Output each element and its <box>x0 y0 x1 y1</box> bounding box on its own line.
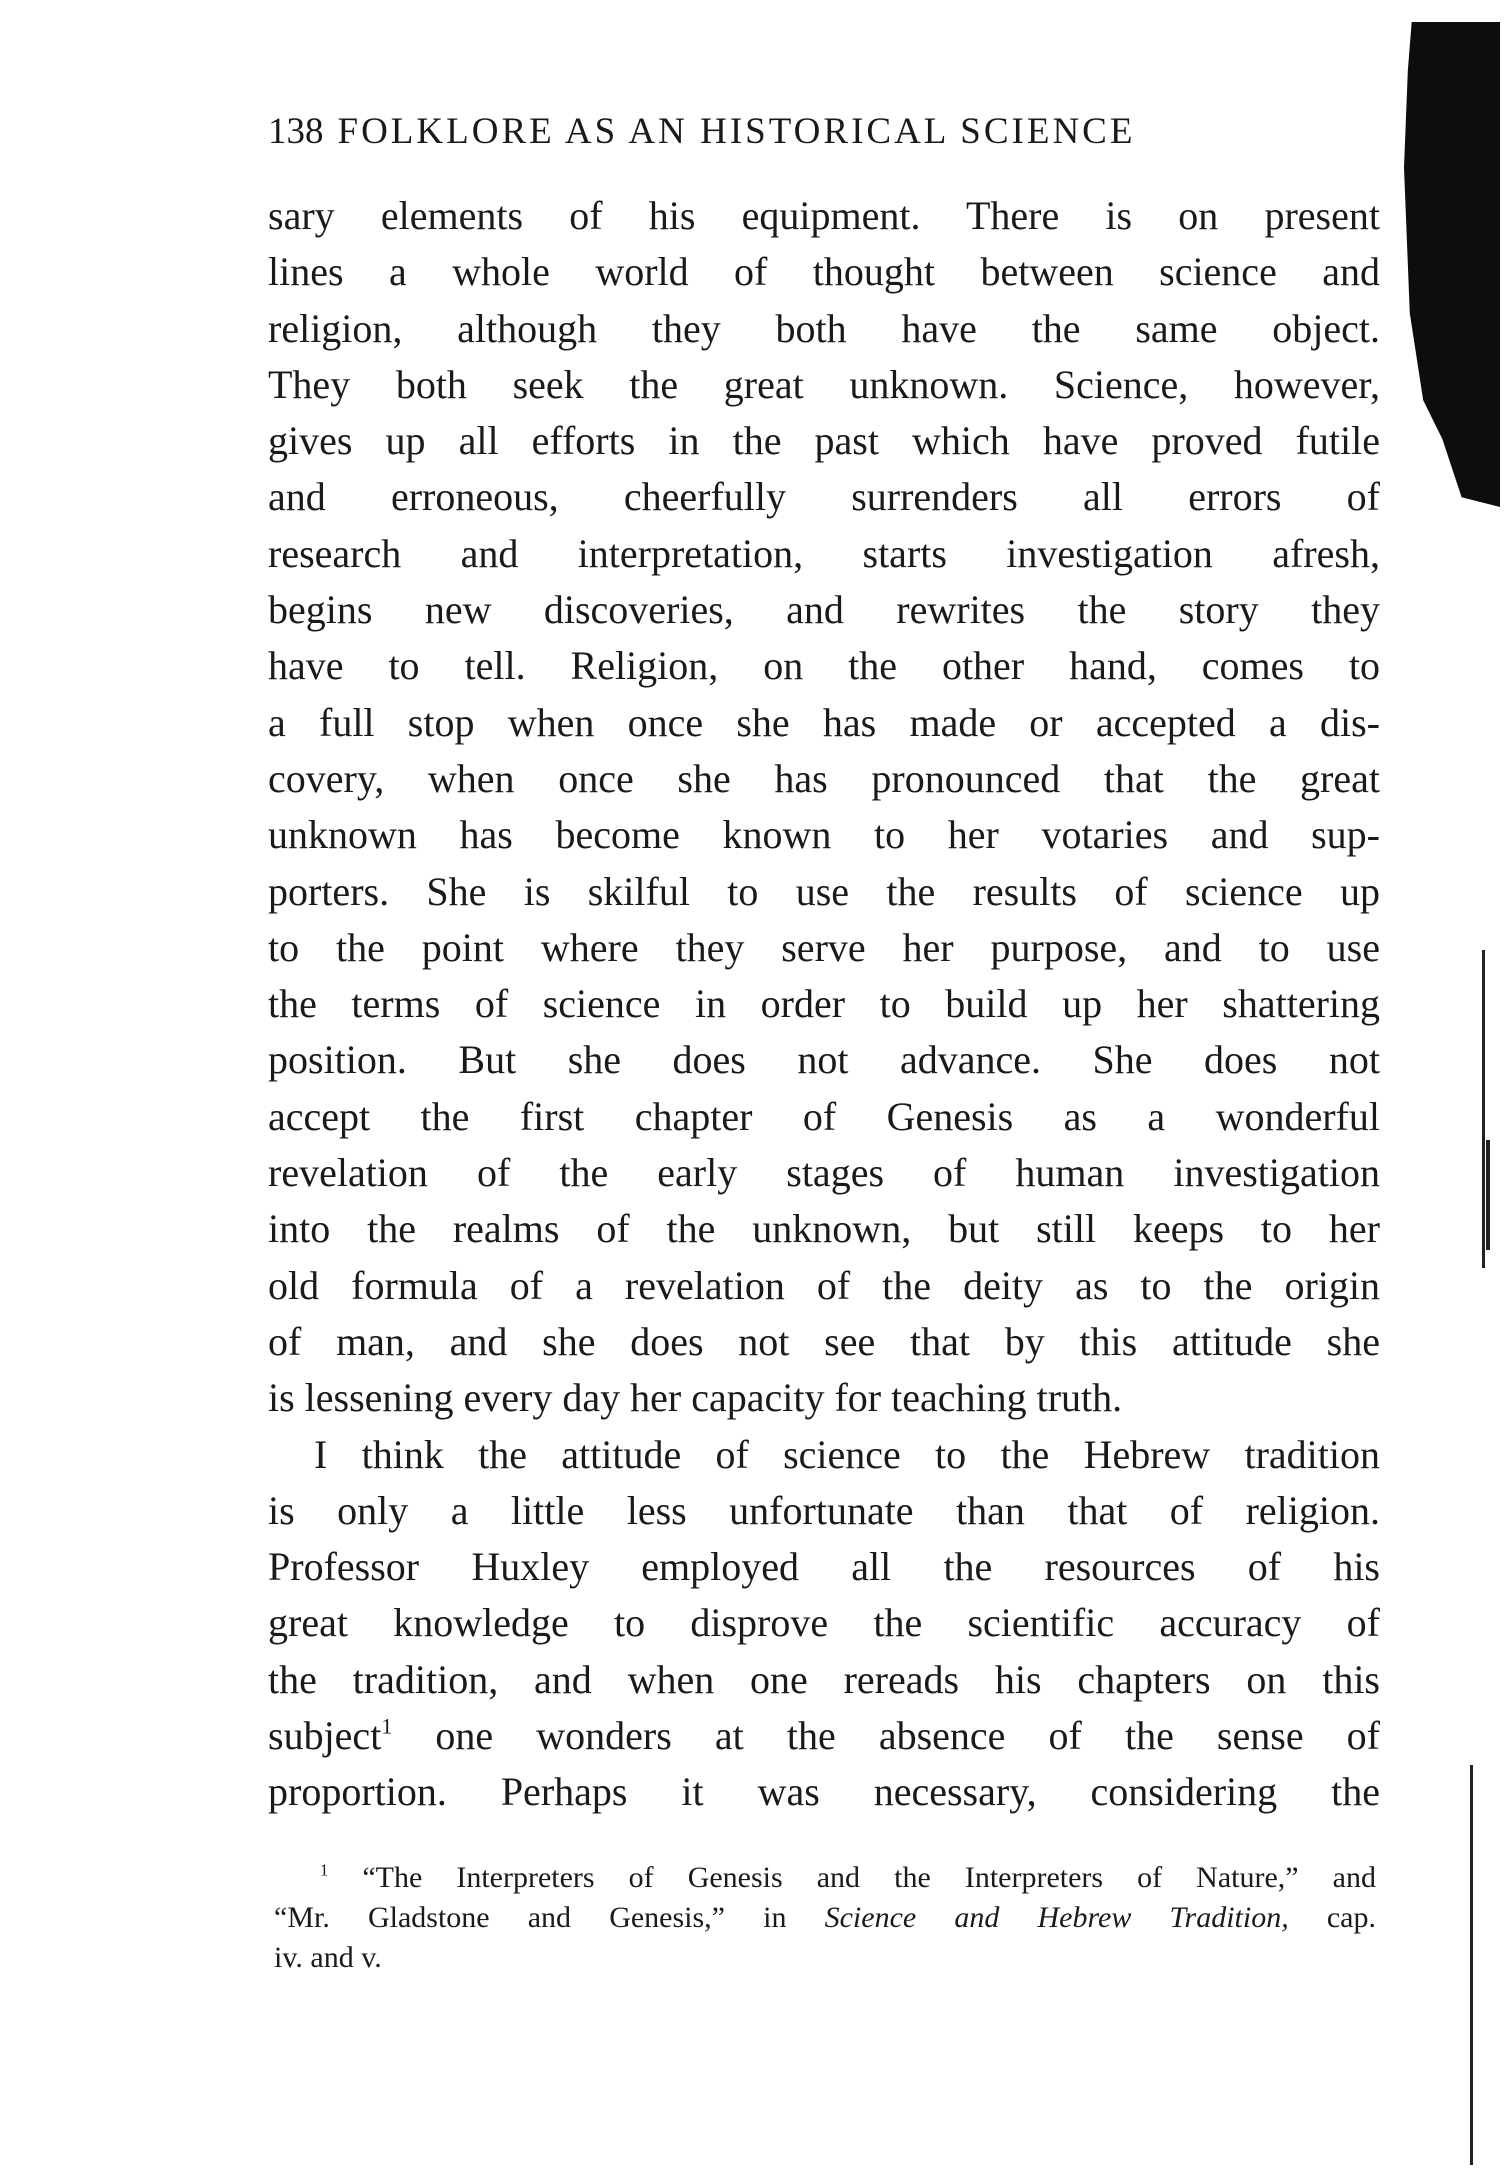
text-line: great knowledge to disprove the scientific accuracy of <box>268 1600 1380 1646</box>
text-line: into the realms of the unknown, but still keeps to her <box>268 1206 1380 1252</box>
footnote-line: iv. and v. <box>274 1941 382 1974</box>
body-text <box>268 188 1380 1821</box>
footnote-reference: 1 <box>381 1713 393 1739</box>
text-line: the tradition, and when one rereads his chapters on this <box>268 1656 1380 1702</box>
footnote-text: “The Interpreters of Genesis and the Interpreters of Nature,” and <box>362 1861 1376 1894</box>
paragraph-start-line: I think the attitude of science to the Hebrew tradition <box>314 1431 1380 1477</box>
text-line: revelation of the early stages of human investigation <box>268 1150 1380 1196</box>
text-segment: one wonders at the absence of the sense of <box>392 1713 1380 1759</box>
text-line-with-footnote-ref <box>268 1708 1380 1764</box>
text-line: unknown has become known to her votaries and sup- <box>268 812 1380 858</box>
text-line: have to tell. Religion, on the other hand, comes to <box>268 643 1380 689</box>
text-line: is only a little less unfortunate than that of religion. <box>268 1487 1380 1533</box>
footnote-line <box>274 1858 1376 1898</box>
text-line: begins new discoveries, and rewrites the story they <box>268 587 1380 633</box>
text-line: a full stop when once she has made or accepted a dis- <box>268 699 1380 745</box>
text-line: proportion. Perhaps it was necessary, considering the <box>268 1769 1380 1815</box>
text-line: research and interpretation, starts investigation afresh, <box>268 530 1380 576</box>
text-line: position. But she does not advance. She does not <box>268 1037 1380 1083</box>
text-line: the terms of science in order to build up her shattering <box>268 981 1380 1027</box>
scan-edge-shadow <box>1404 22 1500 507</box>
footnote-marker: 1 <box>320 1860 329 1880</box>
scan-edge-line <box>1482 950 1485 1268</box>
text-line: lines a whole world of thought between science and <box>268 249 1380 295</box>
text-segment: subject <box>268 1713 382 1759</box>
text-line: is lessening every day her capacity for teaching truth. <box>268 1375 1123 1421</box>
footnote-text: cap. <box>1288 1901 1376 1934</box>
text-line: Professor Huxley employed all the resources of his <box>268 1544 1380 1590</box>
scan-speck <box>1486 1140 1490 1250</box>
text-line: covery, when once she has pronounced that the great <box>268 755 1380 801</box>
scan-edge-line <box>1470 1765 1473 2165</box>
text-line: They both seek the great unknown. Science, however, <box>268 361 1380 407</box>
page-number: 138 <box>268 111 324 152</box>
text-line: of man, and she does not see that by this attitude she <box>268 1318 1380 1364</box>
text-line: gives up all efforts in the past which have proved futile <box>268 418 1380 464</box>
footnote <box>274 1858 1376 1978</box>
text-line: to the point where they serve her purpose, and to use <box>268 924 1380 970</box>
running-title: FOLKLORE AS AN HISTORICAL SCIENCE <box>337 111 1136 152</box>
footnote-line <box>274 1898 1376 1938</box>
text-line: and erroneous, cheerfully surrenders all errors of <box>268 474 1380 520</box>
running-head <box>268 110 1368 153</box>
text-line: old formula of a revelation of the deity as to the origin <box>268 1262 1380 1308</box>
text-line: porters. She is skilful to use the results of science up <box>268 868 1380 914</box>
footnote-text: “Mr. Gladstone and Genesis,” in <box>274 1901 825 1934</box>
text-line: sary elements of his equipment. There is on present <box>268 193 1380 238</box>
footnote-book-title: Science and Hebrew Tradition, <box>824 1901 1289 1934</box>
text-line: religion, although they both have the same object. <box>268 305 1380 351</box>
text-line: accept the first chapter of Genesis as a wonderful <box>268 1093 1380 1139</box>
